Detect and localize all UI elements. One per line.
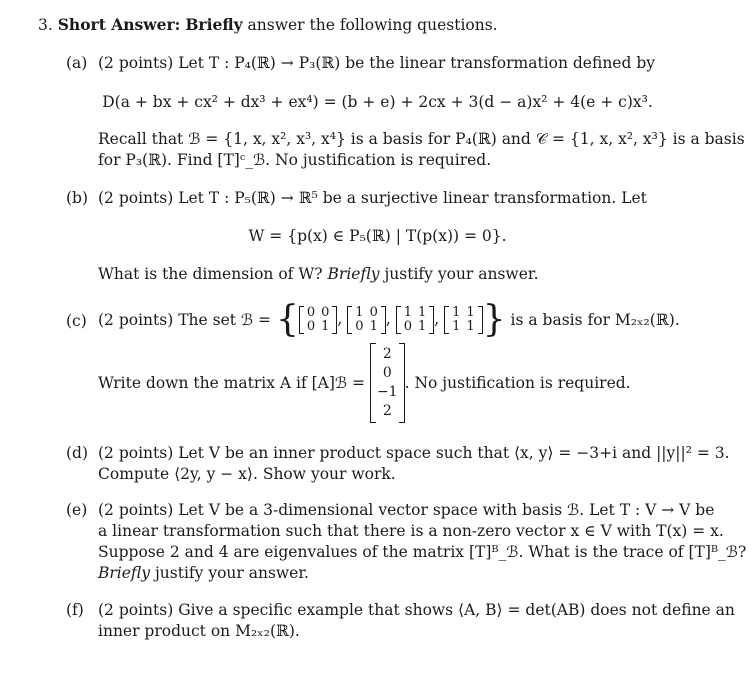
matrix-entry: 1 [355, 305, 364, 320]
part-c-line2-pre: Write down the matrix A if [A]ℬ = [98, 374, 366, 392]
part-a-line2: Recall that ℬ = {1, x, x², x³, x⁴} is a basis for P₄(ℝ) and 𝒞 = {1, x, x², x³} is a basis [98, 130, 745, 148]
matrix-entry: 0 [369, 305, 378, 320]
part-e-line1 [98, 499, 714, 521]
matrix-entry: 0 [306, 305, 316, 320]
separator: , [337, 310, 348, 328]
part-b-briefly: Briefly [327, 265, 380, 283]
question-number: 3. [38, 16, 53, 34]
part-e-line2: a linear transformation such that there is a non-zero vector x ∈ V with T(x) = x. [98, 522, 724, 540]
part-b-instruction: justify your answer. [384, 265, 539, 283]
matrix-entry: 1 [452, 305, 461, 320]
question-instruction: answer the following questions. [247, 16, 498, 34]
matrix-entry: 0 [306, 319, 316, 334]
part-c-points: (2 points) [98, 311, 174, 329]
basis-matrix [299, 306, 338, 334]
matrix-entry: 1 [321, 319, 330, 334]
part-a-label: (a) [66, 54, 88, 72]
part-e-briefly: Briefly [98, 564, 151, 582]
part-e-line3: Suppose 2 and 4 are eigenvalues of the matrix [T]ᴮ_ℬ. What is the trace of [T]ᴮ_ℬ? [98, 543, 747, 561]
part-c-line2 [98, 337, 631, 429]
part-f-line1 [98, 599, 735, 621]
vector-entry: 2 [382, 346, 392, 362]
part-f-points: (2 points) [98, 601, 174, 619]
part-a-points: (2 points) [98, 54, 174, 72]
matrix-entry: 1 [403, 305, 412, 320]
part-a-text1: Let T : P₄(ℝ) → P₃(ℝ) be the linear transformation defined by [178, 54, 656, 72]
part-a-line1 [98, 52, 655, 74]
part-d-line2: Compute ⟨2y, y − x⟩. Show your work. [98, 465, 396, 483]
question-title: Short Answer: [57, 15, 181, 34]
part-a-equation: D(a + bx + cx² + dx³ + ex⁴) = (b + e) + 2cx + 3(d − a)x² + 4(e + c)x³. [102, 93, 653, 111]
part-c-set-pre: The set ℬ = [178, 311, 272, 329]
separator: , [385, 310, 396, 328]
part-f-line2: inner product on M₂ₓ₂(ℝ). [98, 622, 300, 640]
part-b-label: (b) [66, 189, 89, 207]
matrix-entry: 1 [369, 319, 378, 334]
basis-matrix [396, 306, 435, 334]
part-b-equation: W = {p(x) ∈ P₅(ℝ) | T(p(x)) = 0}. [248, 227, 507, 245]
part-f-label: (f) [66, 601, 84, 619]
part-f-text1: Give a specific example that shows ⟨A, B⟩ = det(AB) does not define an [178, 601, 735, 619]
part-b-text1: Let T : P₅(ℝ) → ℝ⁵ be a surjective linear transformation. Let [178, 189, 647, 207]
part-e-line4 [98, 562, 309, 584]
part-d-label: (d) [66, 444, 89, 462]
matrix-entry: 1 [466, 305, 475, 320]
part-d-text1: Let V be an inner product space such that ⟨x, y⟩ = −3+i and ||y||² = 3. [178, 444, 730, 462]
part-e-label: (e) [66, 501, 88, 519]
part-b-line1 [98, 187, 647, 209]
part-c-label: (c) [66, 312, 87, 330]
part-e-points: (2 points) [98, 501, 174, 519]
question-title-emph: Briefly [185, 15, 243, 34]
basis-matrix [444, 306, 483, 334]
part-c-line2-post: . No justification is required. [404, 374, 631, 392]
basis-matrices [299, 306, 483, 334]
matrix-entry: 0 [355, 319, 364, 334]
matrix-entry: 1 [417, 319, 427, 334]
part-e-instruction: justify your answer. [154, 564, 309, 582]
part-e-text1: Let V be a 3-dimensional vector space with basis ℬ. Let T : V → V be [178, 501, 715, 519]
matrix-entry: 1 [452, 319, 461, 334]
matrix-entry: 0 [321, 305, 330, 320]
part-c-set-post: is a basis for M₂ₓ₂(ℝ). [510, 311, 680, 329]
part-b-points: (2 points) [98, 189, 174, 207]
right-brace: } [482, 299, 506, 340]
part-b-line2 [98, 263, 539, 285]
coordinate-vector [370, 343, 405, 423]
vector-entry: −1 [376, 384, 398, 400]
matrix-entry: 1 [466, 319, 475, 334]
part-b-question: What is the dimension of W? [98, 265, 323, 283]
part-a-line3: for P₃(ℝ). Find [T]ᶜ_ℬ. No justification is required. [98, 151, 492, 169]
part-d-line1 [98, 442, 730, 464]
matrix-entry: 1 [417, 305, 427, 320]
part-d-points: (2 points) [98, 444, 174, 462]
matrix-entry: 0 [403, 319, 412, 334]
basis-matrix [347, 306, 386, 334]
question-header [38, 14, 498, 36]
vector-entry: 2 [382, 403, 392, 419]
left-brace: { [275, 299, 299, 340]
vector-entry: 0 [382, 365, 392, 381]
separator: , [434, 310, 445, 328]
